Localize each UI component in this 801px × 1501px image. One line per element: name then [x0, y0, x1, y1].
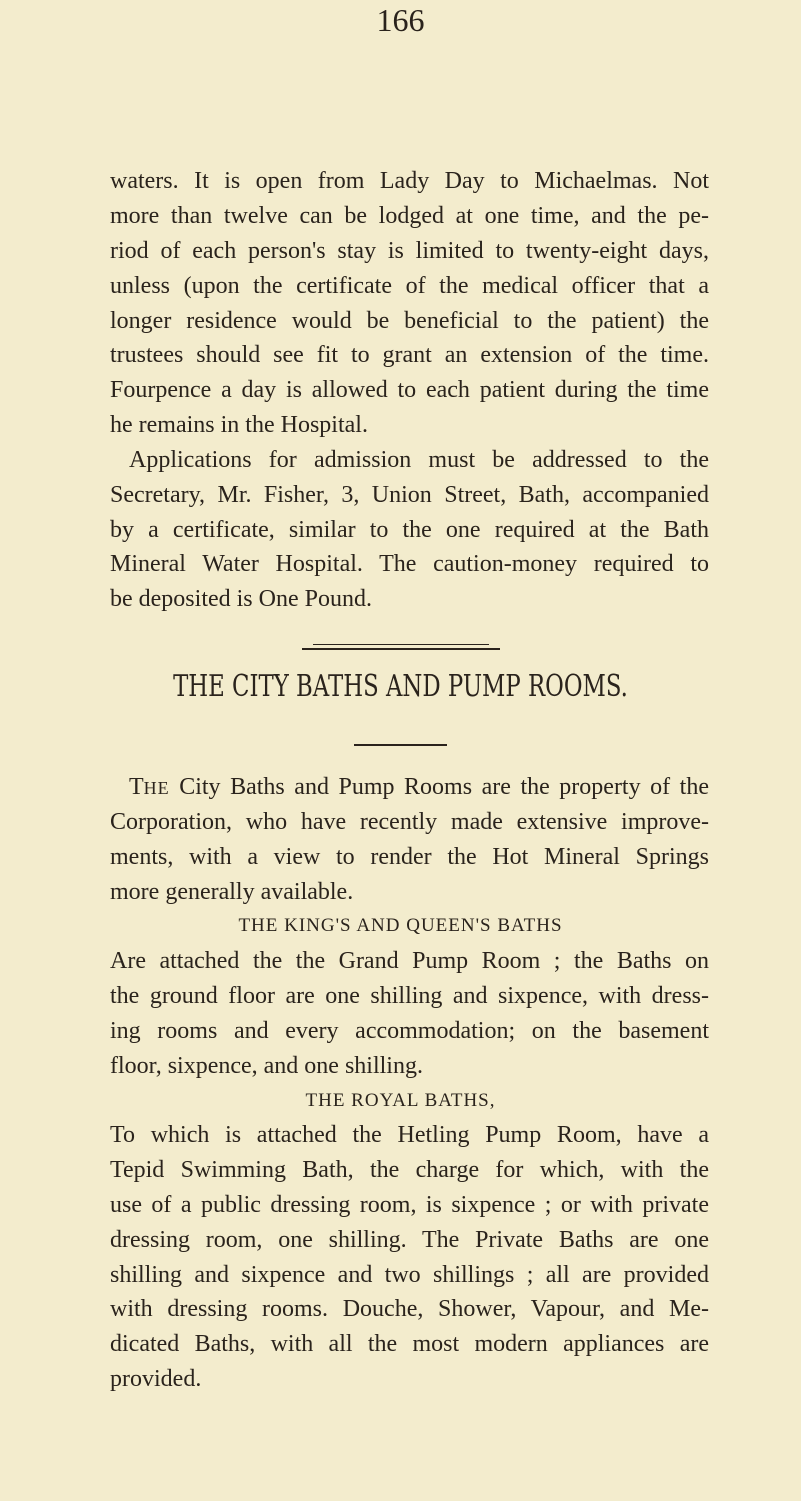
text-line: floor, sixpence, and one shilling.: [110, 1053, 423, 1079]
lead-initial: T: [129, 774, 144, 800]
text-line: Secretary, Mr. Fisher, 3, Union Street, Bath, accompanied: [110, 482, 709, 508]
text-line: Applications for admission must be addressed to the: [129, 447, 709, 473]
section-heading: THE CITY BATHS AND PUMP ROOMS.: [173, 669, 628, 704]
text-line: use of a public dressing room, is sixpence ; or with private: [110, 1192, 709, 1218]
text-line: more than twelve can be lodged at one time, and the pe-: [110, 203, 709, 229]
text-line: longer residence would be beneficial to the patient) the: [110, 308, 709, 334]
text-line: ing rooms and every accommodation; on the basement: [110, 1018, 709, 1044]
first-line-text: City Baths and Pump Rooms are the property of the: [169, 774, 709, 800]
text-line: Corporation, who have recently made extensive improve-: [110, 809, 709, 835]
decorative-rule: [313, 644, 489, 645]
text-line: shilling and sixpence and two shillings ; all are provided: [110, 1262, 709, 1288]
text-line: by a certificate, similar to the one required at the Bath: [110, 517, 709, 543]
text-line: Fourpence a day is allowed to each patient during the time: [110, 377, 709, 403]
text-line: trustees should see fit to grant an extension of the time.: [110, 342, 709, 368]
text-line: more generally available.: [110, 879, 354, 905]
text-line: be deposited is One Pound.: [110, 586, 372, 612]
text-line: dressing room, one shilling. The Private Baths are one: [110, 1227, 709, 1253]
text-line: waters. It is open from Lady Day to Michaelmas. Not: [110, 168, 709, 194]
text-line: unless (upon the certificate of the medical officer that a: [110, 273, 709, 299]
text-line: dicated Baths, with all the most modern appliances are: [110, 1331, 709, 1357]
text-line: with dressing rooms. Douche, Shower, Vapour, and Me-: [110, 1296, 709, 1322]
subheading: THE KING'S AND QUEEN'S BATHS: [238, 915, 563, 936]
heading-rule: [354, 744, 447, 746]
decorative-rule: [302, 648, 500, 650]
text-line: Mineral Water Hospital. The caution-money required to: [110, 551, 709, 577]
text-line: To which is attached the Hetling Pump Room, have a: [110, 1122, 709, 1148]
text-line: [129, 772, 709, 803]
text-line: provided.: [110, 1366, 202, 1392]
text-line: ments, with a view to render the Hot Mineral Springs: [110, 844, 709, 870]
lead-small-caps: HE: [143, 778, 170, 798]
subheading: THE ROYAL BATHS,: [305, 1090, 496, 1111]
text-line: the ground floor are one shilling and sixpence, with dress-: [110, 983, 709, 1009]
page-number: 166: [376, 2, 425, 38]
text-line: he remains in the Hospital.: [110, 412, 368, 438]
text-line: Tepid Swimming Bath, the charge for which, with the: [110, 1157, 709, 1183]
text-line: riod of each person's stay is limited to twenty-eight days,: [110, 238, 709, 264]
text-line: Are attached the the Grand Pump Room ; the Baths on: [110, 948, 709, 974]
